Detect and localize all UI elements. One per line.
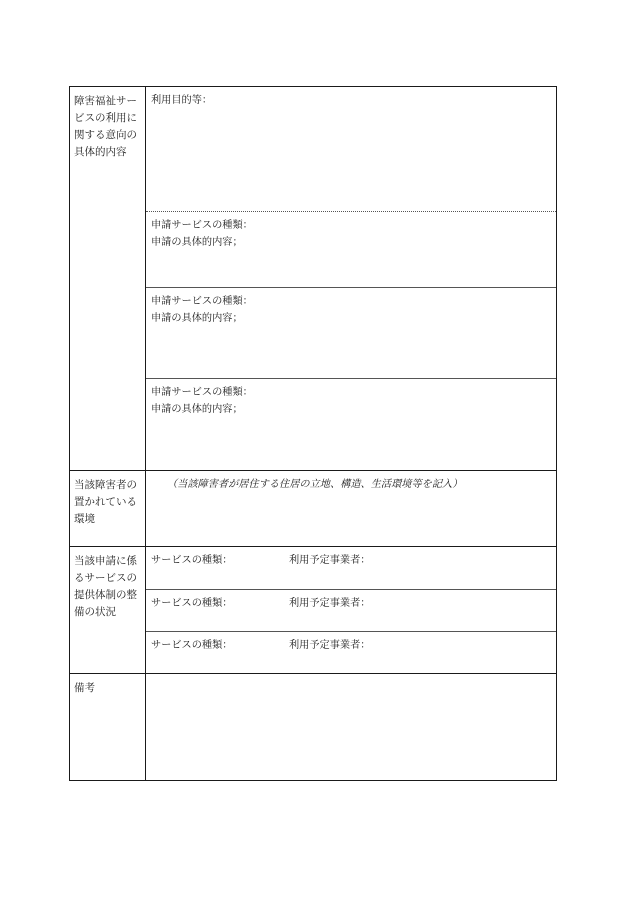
environment-section-content: [146, 471, 556, 546]
provision-service-type-label: サービスの種類：: [151, 598, 233, 609]
remarks-section: [70, 673, 556, 780]
request-detail-label: 申請の具体的内容；: [151, 313, 243, 324]
purpose-field-label: 利用目的等：: [151, 95, 213, 106]
request-service-type-label: 申請サービスの種類：: [151, 296, 253, 307]
provision-section-label: 当該申請に係るサービスの提供体制の整備の状況: [70, 547, 146, 673]
provision-row-3[interactable]: [146, 631, 556, 673]
provision-row-1[interactable]: [146, 547, 556, 589]
intent-section: [70, 87, 556, 470]
provision-provider-label: 利用予定事業者：: [289, 555, 371, 566]
intent-section-label: 障害福祉サービスの利用に関する意向の具体的内容: [70, 87, 146, 470]
environment-section: [70, 470, 556, 546]
intent-section-content: [146, 87, 556, 470]
environment-field[interactable]: [146, 471, 556, 545]
remarks-field[interactable]: [146, 674, 556, 779]
provision-section-content: [146, 547, 556, 673]
request-block-1[interactable]: [146, 211, 556, 287]
provision-service-type-label: サービスの種類：: [151, 555, 233, 566]
request-service-type-label: 申請サービスの種類：: [151, 220, 253, 231]
environment-section-label: 当該障害者の置かれている環境: [70, 471, 146, 546]
request-service-type-label: 申請サービスの種類：: [151, 387, 253, 398]
remarks-section-label: 備考: [70, 674, 146, 780]
provision-row-2[interactable]: [146, 589, 556, 631]
environment-note: （当該障害者が居住する住居の立地、構造、生活環境等を記入）: [167, 479, 463, 490]
provision-service-type-label: サービスの種類：: [151, 640, 233, 651]
provision-provider-label: 利用予定事業者：: [289, 640, 371, 651]
request-detail-label: 申請の具体的内容；: [151, 404, 243, 415]
provision-provider-label: 利用予定事業者：: [289, 598, 371, 609]
purpose-field[interactable]: [146, 87, 556, 211]
request-block-3[interactable]: [146, 378, 556, 470]
request-detail-label: 申請の具体的内容；: [151, 237, 243, 248]
provision-section: [70, 546, 556, 673]
application-form-table: [69, 86, 557, 781]
request-block-2[interactable]: [146, 287, 556, 378]
remarks-section-content: [146, 674, 556, 780]
